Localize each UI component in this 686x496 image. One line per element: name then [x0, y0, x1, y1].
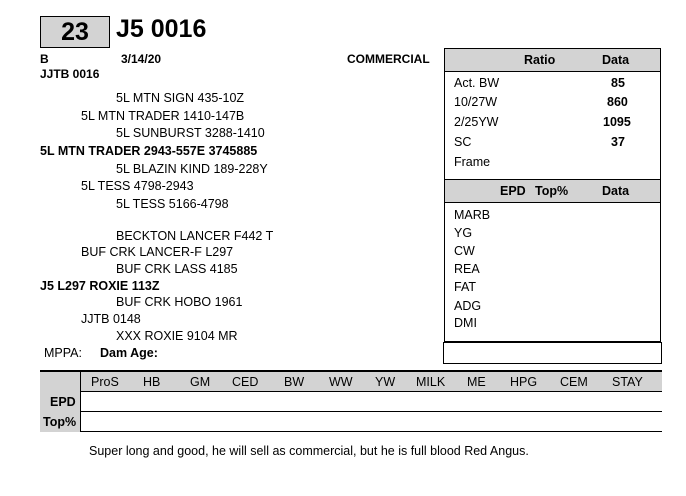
lot-number: 23 — [40, 16, 110, 48]
col-header: WW — [329, 375, 353, 389]
ratio-panel — [444, 48, 661, 180]
ratio-row-label: SC — [454, 135, 472, 149]
ratio-row-data: 860 — [607, 95, 628, 109]
ratio-row-label: 2/25YW — [454, 115, 499, 129]
dam-sire: BUF CRK LANCER-F L297 — [81, 245, 234, 259]
top-percent-header: Top% — [535, 184, 569, 198]
dam-age-label: Dam Age: — [100, 346, 158, 360]
dam-dam-sire: BUF CRK HOBO 1961 — [116, 295, 243, 309]
sire-sire: 5L MTN TRADER 1410-147B — [81, 109, 245, 123]
dam-dam-dam: XXX ROXIE 9104 MR — [116, 329, 238, 343]
data-header: Data — [602, 53, 630, 67]
epd-trait: DMI — [454, 316, 477, 330]
epd-panel — [444, 179, 661, 342]
sire-sire-sire: 5L MTN SIGN 435-10Z — [116, 91, 245, 105]
ratio-row-data: 37 — [611, 135, 625, 149]
birth-date: 3/14/20 — [121, 52, 162, 66]
row-label-top: Top% — [43, 415, 77, 429]
sire-sire-dam: 5L SUNBURST 3288-1410 — [116, 126, 265, 140]
epd-trait: REA — [454, 262, 480, 276]
col-header: CEM — [560, 375, 588, 389]
sire-dam-sire: 5L BLAZIN KIND 189-228Y — [116, 162, 268, 176]
epd-header: EPD — [500, 184, 526, 198]
col-header: HB — [143, 375, 161, 389]
sire-dam-dam: 5L TESS 5166-4798 — [116, 197, 229, 211]
col-header: STAY — [612, 375, 643, 389]
category: COMMERCIAL — [347, 52, 430, 66]
ear-tag: JJTB 0016 — [40, 67, 100, 81]
epd-trait: ADG — [454, 299, 482, 313]
ratio-row-label: Act. BW — [454, 76, 500, 90]
col-header: GM — [190, 375, 211, 389]
ratio-row-label: Frame — [454, 155, 491, 169]
dam: J5 L297 ROXIE 113Z — [40, 279, 160, 293]
col-header: BW — [284, 375, 305, 389]
ratio-row-data: 1095 — [603, 115, 631, 129]
dam-sire-sire: BECKTON LANCER F442 T — [116, 229, 274, 243]
data-header: Data — [602, 184, 630, 198]
col-header: MILK — [416, 375, 446, 389]
epd-trait: YG — [454, 226, 473, 240]
col-header: ProS — [91, 375, 119, 389]
epd-trait: FAT — [454, 280, 476, 294]
col-header: YW — [375, 375, 396, 389]
animal-tag: J5 0016 — [116, 15, 207, 43]
row-label-epd: EPD — [50, 395, 76, 409]
col-header: ME — [467, 375, 486, 389]
epd-trait: MARB — [454, 208, 491, 222]
dam-sire-dam: BUF CRK LASS 4185 — [116, 262, 238, 276]
comment: Super long and good, he will sell as commercial, but he is full blood Red Angus. — [89, 444, 529, 458]
col-header: CED — [232, 375, 259, 389]
sex: B — [40, 52, 49, 66]
mppa-box — [443, 342, 662, 364]
sire: 5L MTN TRADER 2943-557E 3745885 — [40, 144, 258, 158]
ratio-row-data: 85 — [611, 76, 625, 90]
sire-dam: 5L TESS 4798-2943 — [81, 179, 194, 193]
mppa-label: MPPA: — [44, 346, 82, 360]
epd-trait: CW — [454, 244, 475, 258]
dam-dam: JJTB 0148 — [81, 312, 141, 326]
col-header: HPG — [510, 375, 538, 389]
ratio-header: Ratio — [524, 53, 556, 67]
ratio-row-label: 10/27W — [454, 95, 498, 109]
